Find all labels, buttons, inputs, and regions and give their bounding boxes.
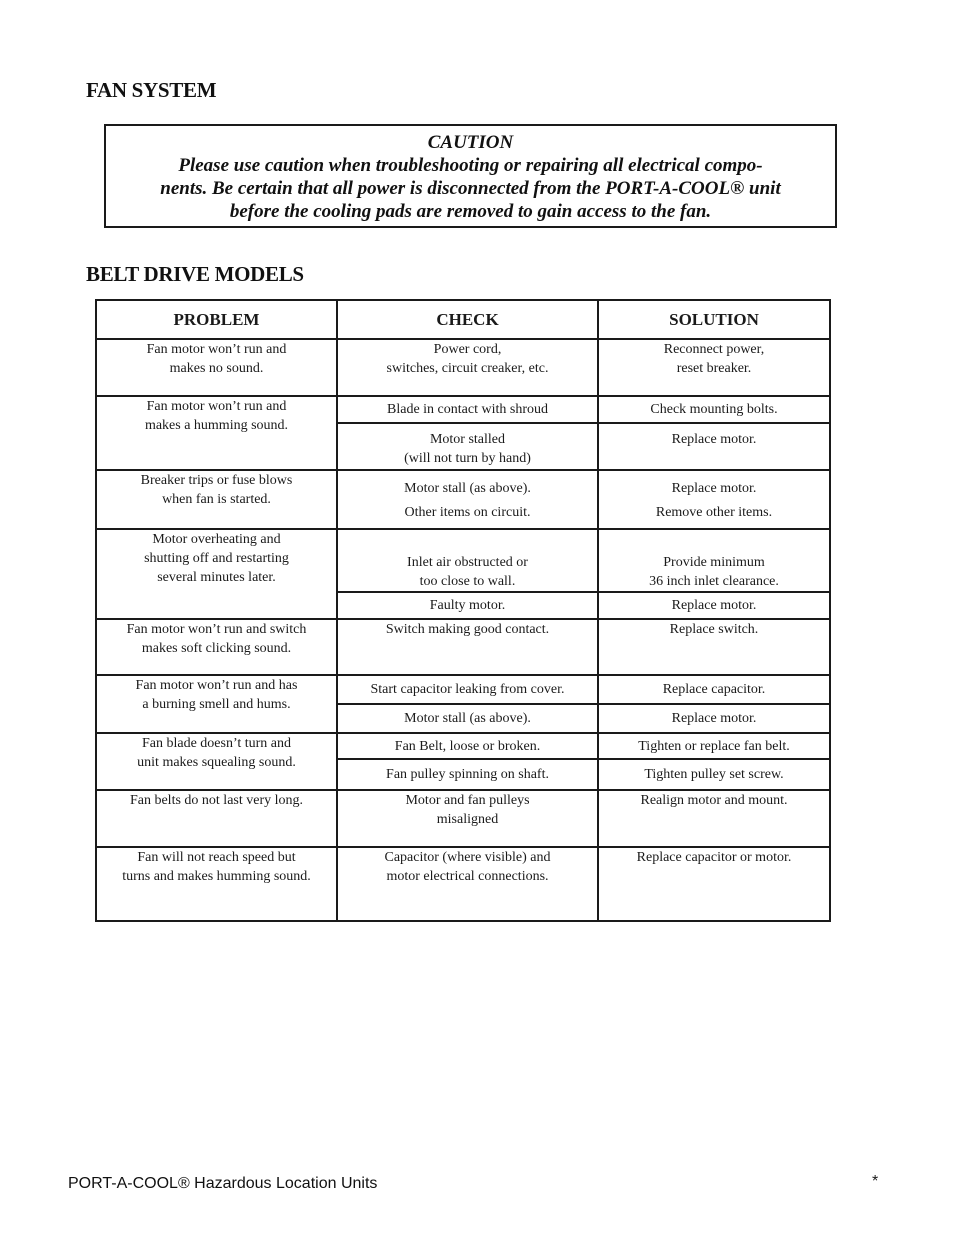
cell-text-line: Fan pulley spinning on shaft. [386, 767, 549, 782]
problem-cell [96, 619, 337, 675]
cell-text-line: Replace motor. [671, 481, 757, 496]
table-row [96, 470, 830, 529]
check-cell [337, 759, 598, 790]
cell-text-line: Replace capacitor. [662, 682, 766, 697]
check-cell [337, 704, 598, 733]
solution-cell [598, 529, 830, 592]
cell-text-line: Replace switch. [669, 622, 759, 637]
solution-cell [598, 759, 830, 790]
cell-text-line: Fan motor won’t run and switch [126, 622, 307, 637]
cell-text-line: Faulty motor. [429, 598, 506, 613]
table-header-row [96, 300, 830, 339]
check-cell [337, 592, 598, 619]
problem-cell [96, 675, 337, 733]
cell-text-line: Reconnect power, [663, 342, 765, 357]
cell-text-line: misaligned [436, 812, 499, 827]
table-row [96, 529, 830, 592]
cell-text-line: unit makes squealing sound. [137, 755, 296, 770]
cell-text-line: Fan Belt, loose or broken. [394, 738, 541, 754]
cell-text-line: shutting off and restarting [144, 551, 289, 566]
cell-text-line: Motor overheating and [152, 532, 281, 547]
cell-text-line: Blade in contact with shroud [387, 402, 548, 417]
cell-text-line: Remove other items. [655, 505, 773, 520]
cell-text-line: Motor stalled [429, 432, 506, 447]
cell-text-line: makes no sound. [169, 361, 264, 376]
table-row [96, 339, 830, 396]
cell-text-line: Breaker trips or fuse blows [140, 473, 293, 488]
cell-text-line: Fan motor won’t run and has [135, 678, 298, 693]
cell-text-line: makes soft clicking sound. [141, 641, 292, 656]
caution-text-line: before the cooling pads are removed to gain access to the fan. [229, 201, 712, 222]
cell-text-line: Replace motor. [671, 598, 757, 613]
column-header-problem: PROBLEM [96, 300, 337, 339]
cell-text-line: Tighten pulley set screw. [644, 767, 784, 782]
column-header-check: CHECK [337, 300, 598, 339]
solution-cell [598, 619, 830, 675]
cell-text-line: motor electrical connections. [386, 869, 549, 884]
solution-cell [598, 423, 830, 470]
cell-text-line: reset breaker. [676, 361, 752, 376]
check-cell [337, 529, 598, 592]
solution-cell [598, 396, 830, 423]
cell-text-line: Start capacitor leaking from cover. [370, 682, 565, 697]
cell-text-line: too close to wall. [419, 574, 516, 589]
problem-cell [96, 396, 337, 470]
cell-text-line: Fan will not reach speed but [137, 850, 296, 865]
cell-text-line: Power cord, [433, 342, 502, 357]
solution-cell [598, 847, 830, 921]
cell-text-line: (will not turn by hand) [404, 451, 531, 466]
section-title-belt-drive-models: BELT DRIVE MODELS [86, 262, 304, 286]
section-title-fan-system: FAN SYSTEM [86, 78, 217, 102]
problem-cell [96, 790, 337, 847]
cell-text-line: Fan blade doesn’t turn and [141, 736, 292, 751]
cell-text-line: a burning smell and hums. [142, 697, 291, 712]
cell-text-line: Motor stall (as above). [404, 481, 531, 496]
cell-text-line: 36 inch inlet clearance. [649, 574, 779, 589]
solution-cell [598, 339, 830, 396]
check-cell [337, 423, 598, 470]
caution-box [104, 124, 837, 228]
cell-text-line: Capacitor (where visible) and [384, 850, 551, 865]
solution-cell [598, 675, 830, 704]
footer-title: PORT-A-COOL® Hazardous Location Units [68, 1175, 378, 1192]
cell-text-line: Replace motor. [671, 432, 757, 447]
table-row [96, 847, 830, 921]
problem-cell [96, 470, 337, 529]
problem-cell [96, 847, 337, 921]
cell-text-line: Tighten or replace fan belt. [638, 738, 790, 754]
solution-cell [598, 592, 830, 619]
caution-text-line: nents. Be certain that all power is disconnected from the PORT-A-COOL® unit [160, 178, 781, 199]
check-cell [337, 733, 598, 759]
cell-text-line: several minutes later. [157, 570, 276, 585]
cell-text-line: turns and makes humming sound. [122, 869, 311, 884]
column-header-solution: SOLUTION [598, 300, 830, 339]
cell-text-line: Check mounting bolts. [650, 402, 778, 417]
troubleshooting-table [95, 299, 831, 922]
table-row [96, 790, 830, 847]
solution-cell [598, 733, 830, 759]
cell-text-line: Provide minimum [663, 555, 765, 570]
cell-text-line: Replace capacitor or motor. [636, 850, 792, 865]
cell-text-line: Fan belts do not last very long. [129, 793, 304, 808]
cell-text-line: Replace motor. [671, 711, 757, 726]
cell-text-line: when fan is started. [162, 492, 271, 507]
caution-heading: CAUTION [427, 132, 514, 153]
problem-cell [96, 733, 337, 790]
cell-text-line: Inlet air obstructed or [407, 555, 528, 570]
check-cell [337, 339, 598, 396]
solution-cell [598, 470, 830, 529]
problem-cell [96, 339, 337, 396]
cell-text-line: Fan motor won’t run and [146, 399, 287, 414]
check-cell [337, 470, 598, 529]
check-cell [337, 790, 598, 847]
cell-text-line: Realign motor and mount. [640, 793, 788, 808]
cell-text-line: Fan motor won’t run and [146, 342, 287, 357]
cell-text-line: switches, circuit creaker, etc. [386, 361, 549, 376]
cell-text-line: Other items on circuit. [404, 505, 531, 520]
table-row [96, 733, 830, 759]
cell-text-line: makes a humming sound. [144, 418, 289, 433]
table-row [96, 396, 830, 423]
table-row [96, 675, 830, 704]
cell-text-line: Switch making good contact. [385, 622, 550, 637]
check-cell [337, 675, 598, 704]
table-body [96, 339, 830, 921]
check-cell [337, 619, 598, 675]
solution-cell [598, 704, 830, 733]
check-cell [337, 847, 598, 921]
problem-cell [96, 529, 337, 619]
caution-text-line: Please use caution when troubleshooting or repairing all electrical compo- [178, 155, 763, 176]
table-row [96, 619, 830, 675]
check-cell [337, 396, 598, 423]
footer-page-marker: * [872, 1173, 879, 1190]
cell-text-line: Motor stall (as above). [404, 711, 531, 726]
solution-cell [598, 790, 830, 847]
cell-text-line: Motor and fan pulleys [405, 793, 530, 808]
